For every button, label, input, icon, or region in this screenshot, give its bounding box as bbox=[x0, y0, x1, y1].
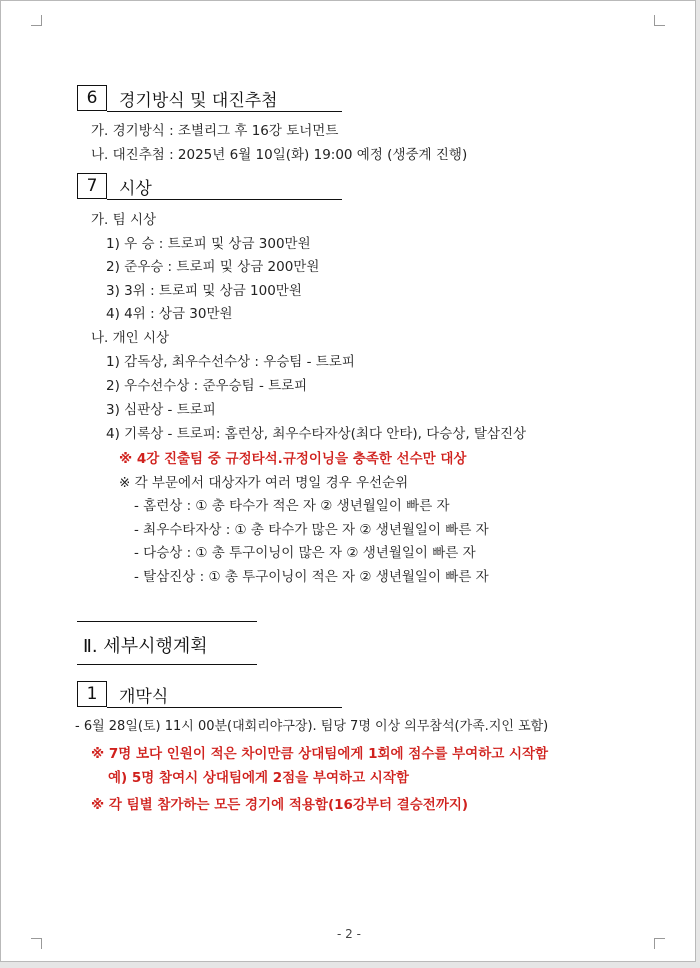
list-item: 2) 우수선수상 : 준우승팀 - 트로피 bbox=[106, 378, 308, 394]
section-1-heading bbox=[77, 681, 342, 709]
list-item: 2) 준우승 : 트로피 및 상금 200만원 bbox=[106, 259, 320, 275]
section-number: 7 bbox=[77, 173, 107, 199]
eligibility-note: ※ 4강 진출팀 중 규정타석.규정이닝을 충족한 선수만 대상 bbox=[119, 451, 467, 467]
page-number: - 2 - bbox=[337, 927, 361, 941]
heading-rule-bottom bbox=[77, 664, 257, 665]
list-item: 1) 감독상, 최우수선수상 : 우승팀 - 트로피 bbox=[106, 354, 355, 370]
crop-mark bbox=[31, 15, 42, 26]
priority-item: - 홈런상 : ① 총 타수가 적은 자 ② 생년월일이 빠른 자 bbox=[134, 498, 450, 514]
heading-rule-top bbox=[77, 621, 257, 622]
section-title: 시상 bbox=[119, 179, 152, 199]
section-underline bbox=[107, 111, 342, 112]
part-title: Ⅱ. 세부시행계획 bbox=[83, 636, 208, 657]
priority-item: - 탈삼진상 : ① 총 투구이닝이 적은 자 ② 생년월일이 빠른 자 bbox=[134, 569, 489, 585]
opening-ceremony-line: - 6월 28일(토) 11시 00분(대회리야구장). 팀당 7명 이상 의무참석(가족.지인 포함) bbox=[75, 719, 549, 734]
list-item: 3) 심판상 - 트로피 bbox=[106, 402, 216, 418]
team-awards-heading: 가. 팀 시상 bbox=[91, 212, 157, 228]
rule-note: ※ 각 팀별 참가하는 모든 경기에 적용함(16강부터 결승전까지) bbox=[91, 797, 469, 813]
individual-awards-heading: 나. 개인 시상 bbox=[91, 330, 170, 346]
list-item: 4) 기록상 - 트로피: 홈런상, 최우수타자상(최다 안타), 다승상, 탈삼진상 bbox=[106, 426, 527, 442]
priority-item: - 다승상 : ① 총 투구이닝이 많은 자 ② 생년월일이 빠른 자 bbox=[134, 545, 476, 561]
priority-note: ※ 각 부문에서 대상자가 여러 명일 경우 우선순위 bbox=[119, 475, 409, 491]
section-7-heading bbox=[77, 173, 342, 201]
section-underline bbox=[107, 199, 342, 200]
crop-mark bbox=[654, 15, 665, 26]
rule-note: ※ 7명 보다 인원이 적은 차이만큼 상대팀에게 1회에 점수를 부여하고 시작함 bbox=[91, 746, 549, 762]
list-item: 4) 4위 : 상금 30만원 bbox=[106, 306, 233, 322]
section-title: 경기방식 및 대진추첨 bbox=[119, 91, 278, 111]
rule-example: 예) 5명 참여시 상대팀에게 2점을 부여하고 시작함 bbox=[108, 770, 409, 786]
priority-item: - 최우수타자상 : ① 총 타수가 많은 자 ② 생년월일이 빠른 자 bbox=[134, 522, 489, 538]
match-format-line: 가. 경기방식 : 조별리그 후 16강 토너먼트 bbox=[91, 123, 339, 139]
draw-schedule-line: 나. 대진추첨 : 2025년 6월 10일(화) 19:00 예정 (생중계 진행) bbox=[91, 147, 468, 163]
section-number: 6 bbox=[77, 85, 107, 111]
section-6-heading bbox=[77, 85, 342, 113]
list-item: 1) 우 승 : 트로피 및 상금 300만원 bbox=[106, 236, 311, 252]
section-number: 1 bbox=[77, 681, 107, 707]
part-2-heading bbox=[77, 621, 257, 665]
section-underline bbox=[107, 707, 342, 708]
section-title: 개막식 bbox=[119, 687, 169, 707]
list-item: 3) 3위 : 트로피 및 상금 100만원 bbox=[106, 283, 302, 299]
